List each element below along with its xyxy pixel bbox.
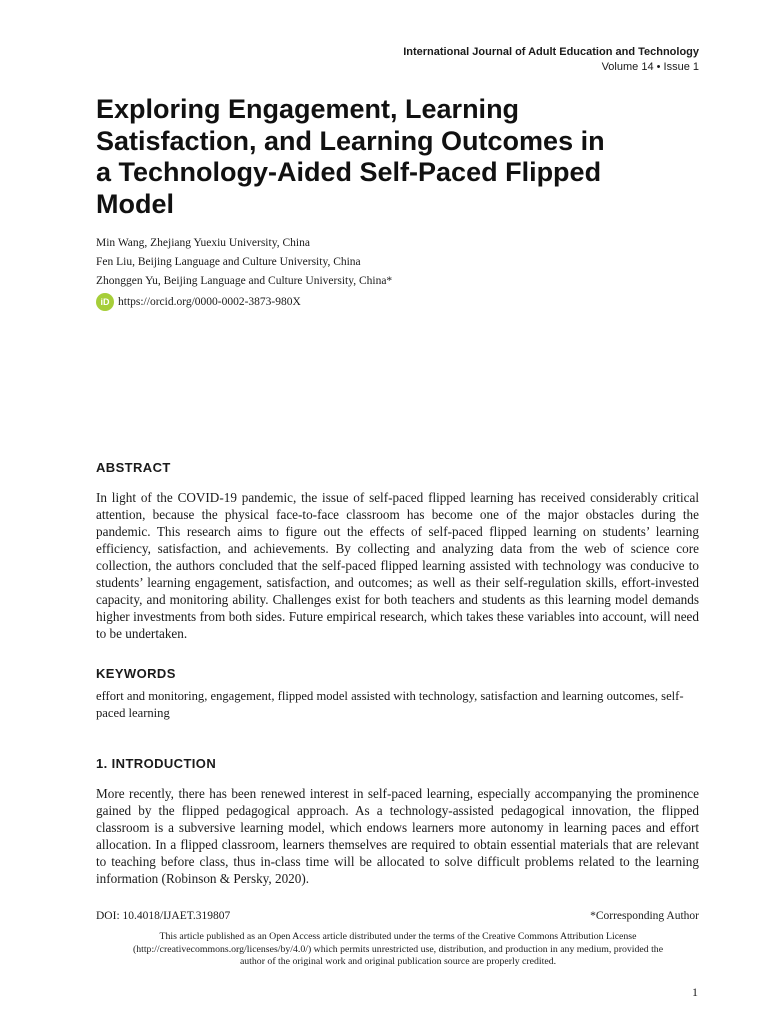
- orcid-row: [96, 293, 301, 311]
- keywords-text: effort and monitoring, engagement, flipped model assisted with technology, satisfaction and learning outcomes, self-paced learning: [96, 689, 684, 720]
- author-line-1: Min Wang, Zhejiang Yuexiu University, China: [96, 237, 310, 249]
- doi: DOI: 10.4018/IJAET.319807: [96, 910, 231, 922]
- article-title: Exploring Engagement, Learning Satisfaction, and Learning Outcomes in a Technology-Aided Self-Paced Flipped Model: [96, 94, 605, 219]
- author-line-2: Fen Liu, Beijing Language and Culture University, China: [96, 256, 361, 268]
- corresponding-author-note: *Corresponding Author: [590, 910, 699, 922]
- page-number: 1: [692, 985, 698, 999]
- journal-name: International Journal of Adult Education and Technology: [403, 46, 699, 58]
- orcid-link[interactable]: https://orcid.org/0000-0002-3873-980X: [118, 296, 301, 308]
- abstract-text: In light of the COVID-19 pandemic, the issue of self-paced flipped learning has received considerably critical attention, because the physical face-to-face classroom has become one of the major obstacles during the pandemic. This research aims to figure out the effects of self-paced flipped learning on students’ learning efficiency, satisfaction, and achievements. By collecting and analyzing data from the web of science core collection, the authors concluded that the self-paced flipped learning assisted with technology was conducive to students’ learning engagement, satisfaction, and outcomes; as well as their self-regulation skills, effort-invested capacity, and monitoring ability. Challenges exist for both teachers and students as this learning model demands higher investments from both sides. Future empirical research, which takes these variables into account, will need to be undertaken.: [96, 490, 699, 641]
- journal-issue: Volume 14 • Issue 1: [601, 61, 699, 73]
- keywords-heading: KEYWORDS: [96, 666, 176, 681]
- introduction-heading: 1. INTRODUCTION: [96, 756, 217, 771]
- author-line-3: Zhonggen Yu, Beijing Language and Culture University, China*: [96, 275, 393, 287]
- introduction-text: More recently, there has been renewed interest in self-paced learning, especially accompanying the prominence gained by the flipped pedagogical approach. As a technology-assisted pedagogical innovation, the flipped classroom is a subversive learning model, which endows learners more autonomy in learning paces and effort allocation. In a flipped classroom, learners themselves are required to obtain essential materials that are relevant to teaching before class, thus in-class time will be allocated to solve difficult problems related to the learning information (Robinson & Persky, 2020).: [96, 786, 699, 886]
- orcid-icon: iD: [96, 293, 114, 311]
- license-notice: This article published as an Open Access article distributed under the terms of the Creative Commons Attribution License (http://creativecommons.org/licenses/by/4.0/) which permits unrestricted use, distribution, and production in any medium, provided the author of the original work and original publication source are properly credited.: [132, 931, 664, 967]
- abstract-heading: ABSTRACT: [96, 460, 171, 475]
